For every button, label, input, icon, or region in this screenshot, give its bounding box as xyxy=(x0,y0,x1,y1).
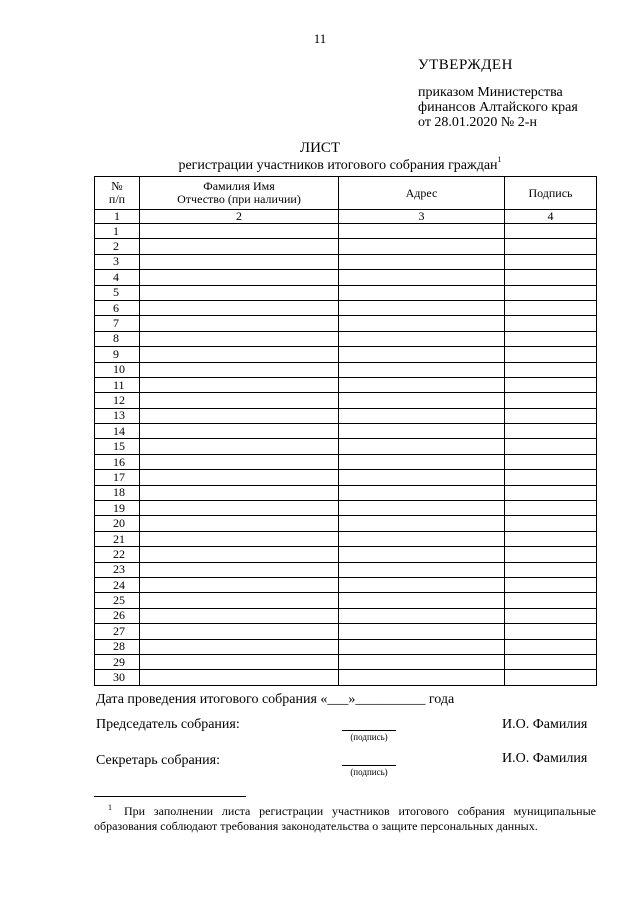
name-cell xyxy=(140,501,339,516)
address-cell xyxy=(339,439,505,454)
secretary-label: Секретарь собрания: xyxy=(96,753,220,768)
name-cell xyxy=(140,331,339,346)
signature-cell xyxy=(505,562,597,577)
row-number: 21 xyxy=(95,531,140,546)
table-row xyxy=(95,670,597,685)
registration-table xyxy=(94,176,597,686)
meeting-date-line: Дата проведения итогового собрания «___»__________ года xyxy=(96,692,455,707)
table-row xyxy=(95,624,597,639)
row-number: 3 xyxy=(95,254,140,269)
column-number: 2 xyxy=(140,210,339,224)
address-cell xyxy=(339,239,505,254)
address-cell xyxy=(339,639,505,654)
name-cell xyxy=(140,624,339,639)
name-cell xyxy=(140,577,339,592)
signature-cell xyxy=(505,270,597,285)
name-cell xyxy=(140,670,339,685)
chairman-label: Председатель собрания: xyxy=(96,717,240,732)
row-number: 28 xyxy=(95,639,140,654)
name-cell xyxy=(140,224,339,239)
row-number: 29 xyxy=(95,654,140,669)
name-cell xyxy=(140,377,339,392)
address-cell xyxy=(339,454,505,469)
table-row xyxy=(95,408,597,423)
address-cell xyxy=(339,224,505,239)
address-cell xyxy=(339,285,505,300)
address-cell xyxy=(339,624,505,639)
address-cell xyxy=(339,331,505,346)
table-row xyxy=(95,316,597,331)
row-number: 16 xyxy=(95,454,140,469)
address-cell xyxy=(339,547,505,562)
name-cell xyxy=(140,362,339,377)
table-row xyxy=(95,470,597,485)
signature-cell xyxy=(505,424,597,439)
table-row xyxy=(95,254,597,269)
header-number: № п/п xyxy=(95,177,140,210)
row-number: 10 xyxy=(95,362,140,377)
row-number: 20 xyxy=(95,516,140,531)
address-cell xyxy=(339,501,505,516)
signature-cell xyxy=(505,347,597,362)
name-cell xyxy=(140,300,339,315)
address-cell xyxy=(339,270,505,285)
row-number: 11 xyxy=(95,377,140,392)
name-cell xyxy=(140,516,339,531)
name-cell xyxy=(140,531,339,546)
signature-cell xyxy=(505,593,597,608)
table-row xyxy=(95,608,597,623)
address-cell xyxy=(339,362,505,377)
footnote-divider xyxy=(94,796,246,797)
table-header-row xyxy=(95,177,597,210)
row-number: 8 xyxy=(95,331,140,346)
row-number: 26 xyxy=(95,608,140,623)
address-cell xyxy=(339,316,505,331)
table-row xyxy=(95,270,597,285)
row-number: 7 xyxy=(95,316,140,331)
signature-cell xyxy=(505,531,597,546)
chairman-name: И.О. Фамилия xyxy=(502,717,588,732)
table-row xyxy=(95,362,597,377)
signature-cell xyxy=(505,408,597,423)
name-cell xyxy=(140,547,339,562)
approval-line-3: от 28.01.2020 № 2-н xyxy=(418,115,537,130)
signature-cell xyxy=(505,285,597,300)
name-cell xyxy=(140,485,339,500)
name-cell xyxy=(140,654,339,669)
row-number: 17 xyxy=(95,470,140,485)
approval-line-1: приказом Министерства xyxy=(418,85,563,100)
header-signature: Подпись xyxy=(505,177,597,210)
address-cell xyxy=(339,531,505,546)
table-row xyxy=(95,639,597,654)
name-cell xyxy=(140,608,339,623)
document-subtitle xyxy=(0,155,640,174)
signature-cell xyxy=(505,254,597,269)
name-cell xyxy=(140,424,339,439)
table-row xyxy=(95,424,597,439)
table-row xyxy=(95,654,597,669)
address-cell xyxy=(339,408,505,423)
address-cell xyxy=(339,562,505,577)
table-row xyxy=(95,300,597,315)
column-number: 1 xyxy=(95,210,140,224)
address-cell xyxy=(339,577,505,592)
row-number: 1 xyxy=(95,224,140,239)
row-number: 24 xyxy=(95,577,140,592)
table-row xyxy=(95,224,597,239)
address-cell xyxy=(339,516,505,531)
approval-line-2: финансов Алтайского края xyxy=(418,100,578,115)
name-cell xyxy=(140,439,339,454)
address-cell xyxy=(339,470,505,485)
name-cell xyxy=(140,454,339,469)
approval-block xyxy=(418,58,578,130)
header-full-name: Фамилия Имя Отчество (при наличии) xyxy=(140,177,339,210)
column-number: 4 xyxy=(505,210,597,224)
row-number: 13 xyxy=(95,408,140,423)
signature-cell xyxy=(505,624,597,639)
table-row xyxy=(95,516,597,531)
row-number: 22 xyxy=(95,547,140,562)
address-cell xyxy=(339,654,505,669)
table-row xyxy=(95,485,597,500)
signature-cell xyxy=(505,670,597,685)
table-row xyxy=(95,347,597,362)
signature-cell xyxy=(505,654,597,669)
signature-cell xyxy=(505,300,597,315)
row-number: 4 xyxy=(95,270,140,285)
address-cell xyxy=(339,300,505,315)
signature-cell xyxy=(505,485,597,500)
signature-cell xyxy=(505,608,597,623)
table-row xyxy=(95,593,597,608)
name-cell xyxy=(140,347,339,362)
signature-cell xyxy=(505,362,597,377)
column-number-row xyxy=(95,210,597,224)
signature-cell xyxy=(505,439,597,454)
name-cell xyxy=(140,639,339,654)
table-row xyxy=(95,377,597,392)
signature-cell xyxy=(505,516,597,531)
row-number: 2 xyxy=(95,239,140,254)
row-number: 12 xyxy=(95,393,140,408)
address-cell xyxy=(339,670,505,685)
chairman-signature-caption: (подпись) xyxy=(342,730,396,742)
name-cell xyxy=(140,562,339,577)
header-address: Адрес xyxy=(339,177,505,210)
name-cell xyxy=(140,593,339,608)
table-row xyxy=(95,285,597,300)
secretary-name: И.О. Фамилия xyxy=(502,751,588,766)
name-cell xyxy=(140,254,339,269)
table-row xyxy=(95,562,597,577)
row-number: 15 xyxy=(95,439,140,454)
row-number: 30 xyxy=(95,670,140,685)
row-number: 5 xyxy=(95,285,140,300)
address-cell xyxy=(339,393,505,408)
footnote-mark: 1 xyxy=(108,803,112,812)
signature-cell xyxy=(505,239,597,254)
name-cell xyxy=(140,239,339,254)
signature-cell xyxy=(505,577,597,592)
row-number: 14 xyxy=(95,424,140,439)
name-cell xyxy=(140,393,339,408)
table-row xyxy=(95,439,597,454)
row-number: 25 xyxy=(95,593,140,608)
footnote-reference: 1 xyxy=(497,155,502,164)
signature-cell xyxy=(505,224,597,239)
table-row xyxy=(95,577,597,592)
page-number: 11 xyxy=(313,31,327,46)
signature-cell xyxy=(505,639,597,654)
table-row xyxy=(95,531,597,546)
name-cell xyxy=(140,285,339,300)
name-cell xyxy=(140,316,339,331)
signature-cell xyxy=(505,501,597,516)
signature-cell xyxy=(505,393,597,408)
address-cell xyxy=(339,608,505,623)
address-cell xyxy=(339,347,505,362)
row-number: 23 xyxy=(95,562,140,577)
address-cell xyxy=(339,377,505,392)
address-cell xyxy=(339,254,505,269)
table-row xyxy=(95,501,597,516)
name-cell xyxy=(140,270,339,285)
address-cell xyxy=(339,485,505,500)
table-row xyxy=(95,331,597,346)
row-number: 6 xyxy=(95,300,140,315)
footnote xyxy=(94,800,596,834)
signature-cell xyxy=(505,454,597,469)
approval-title: УТВЕРЖДЕН xyxy=(418,57,513,73)
row-number: 19 xyxy=(95,501,140,516)
signature-cell xyxy=(505,547,597,562)
signature-cell xyxy=(505,331,597,346)
row-number: 18 xyxy=(95,485,140,500)
table-row xyxy=(95,547,597,562)
document-title: ЛИСТ xyxy=(299,140,341,156)
row-number: 9 xyxy=(95,347,140,362)
document-subtitle-text: регистрации участников итогового собрания граждан xyxy=(178,158,498,173)
table-row xyxy=(95,454,597,469)
name-cell xyxy=(140,470,339,485)
row-number: 27 xyxy=(95,624,140,639)
address-cell xyxy=(339,593,505,608)
table-row xyxy=(95,393,597,408)
secretary-signature-caption: (подпись) xyxy=(342,765,396,777)
table-row xyxy=(95,239,597,254)
signature-cell xyxy=(505,470,597,485)
signature-cell xyxy=(505,316,597,331)
footnote-text: При заполнении листа регистрации участников итогового собрания муниципальные образования соблюдают требования законодательства о защите персональных данных. xyxy=(94,804,596,833)
name-cell xyxy=(140,408,339,423)
signature-cell xyxy=(505,377,597,392)
address-cell xyxy=(339,424,505,439)
column-number: 3 xyxy=(339,210,505,224)
